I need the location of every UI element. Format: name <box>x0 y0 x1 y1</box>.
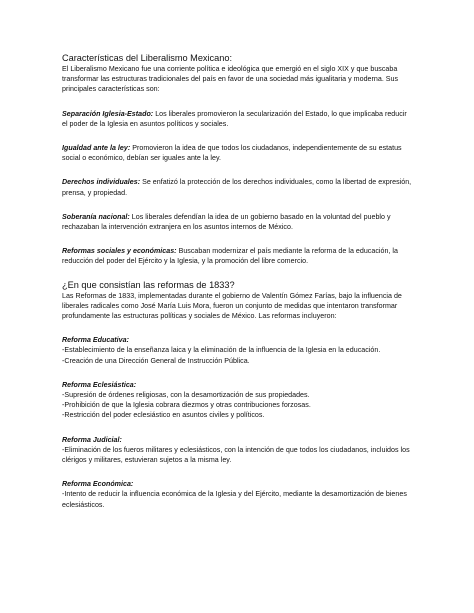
reform-line: -Supresión de órdenes religiosas, con la desamortización de sus propiedades. <box>62 391 310 400</box>
characteristic-term: Igualdad ante la ley: <box>62 144 131 153</box>
reforma-economica-heading <box>62 479 412 489</box>
characteristic-derechos <box>62 177 412 197</box>
reform-term: Reforma Eclesiástica: <box>62 380 137 389</box>
characteristic-igualdad <box>62 143 412 163</box>
characteristic-separacion <box>62 109 412 129</box>
characteristic-soberania <box>62 212 412 232</box>
reform-term: Reforma Educativa: <box>62 336 129 345</box>
reform-line: -Creación de una Dirección General de Instrucción Pública. <box>62 356 250 365</box>
characteristic-text: Los liberales promovieron la secularización del Estado, lo que implicaba reducir el poder de la Iglesia en asuntos políticos y sociales. <box>62 109 407 128</box>
reform-term: Reforma Económica: <box>62 480 134 489</box>
characteristic-term: Derechos individuales: <box>62 178 141 187</box>
liberalismo-intro: El Liberalismo Mexicano fue una corriente política e ideológica que emergió en el siglo XIX y que buscaba transformar las estructuras tradicionales del país en favor de una sociedad más igualitaria y moderna. Sus principales características son: <box>62 65 399 94</box>
characteristic-term: Separación Iglesia-Estado: <box>62 109 154 118</box>
reforma-judicial-heading <box>62 435 412 445</box>
characteristic-text: Promovieron la idea de que todos los ciudadanos, independientemente de su estatus social o económico, debían ser iguales ante la ley. <box>62 144 402 163</box>
characteristic-text: Se enfatizó la protección de los derechos individuales, como la libertad de expresión, prensa, y propiedad. <box>62 178 412 197</box>
characteristic-text: Los liberales defendían la idea de un gobierno basado en la voluntad del pueblo y rechazaban la intervención extranjera en los asuntos internos de México. <box>62 212 391 232</box>
characteristic-text: Buscaban modernizar el país mediante la reforma de la educación, la reducción del poder del Ejército y la Iglesia, y la promoción del libre comercio. <box>62 247 398 266</box>
liberalismo-heading: Características del Liberalismo Mexicano: <box>62 53 233 63</box>
characteristic-term: Soberanía nacional: <box>62 212 130 221</box>
reform-line: -Prohibición de que la Iglesia cobrara diezmos y otras contribuciones forzosas. <box>62 401 311 410</box>
reform-line: -Eliminación de los fueros militares y eclesiásticos, con la intención de que todos los ciudadanos, incluidos los clérigos y militares, estuvieran sujetos a la misma ley. <box>62 445 410 465</box>
characteristic-reformas <box>62 246 412 266</box>
reforma-eclesiastica-heading <box>62 380 412 390</box>
reform-line: -Intento de reducir la influencia económica de la Iglesia y del Ejército, mediante la desamortización de bienes eclesiásticos. <box>62 490 407 509</box>
reforma-educativa-heading <box>62 335 412 345</box>
reform-line: -Restricción del poder eclesiástico en asuntos civiles y políticos. <box>62 411 265 420</box>
reform-term: Reforma Judicial: <box>62 435 122 444</box>
reformas-1833-intro: Las Reformas de 1833, implementadas durante el gobierno de Valentín Gómez Farías, bajo la influencia de liberales radicales como José María Luis Mora, fueron un conjunto de medidas que intentaron transformar profundamente las estructuras políticas y sociales de México. Las reformas incluyeron: <box>62 291 402 321</box>
characteristic-term: Reformas sociales y económicas: <box>62 247 177 256</box>
reform-line: -Establecimiento de la enseñanza laica y la eliminación de la influencia de la Iglesia en la educación. <box>62 346 381 355</box>
reformas-1833-heading: ¿En que consistían las reformas de 1833? <box>62 279 235 290</box>
